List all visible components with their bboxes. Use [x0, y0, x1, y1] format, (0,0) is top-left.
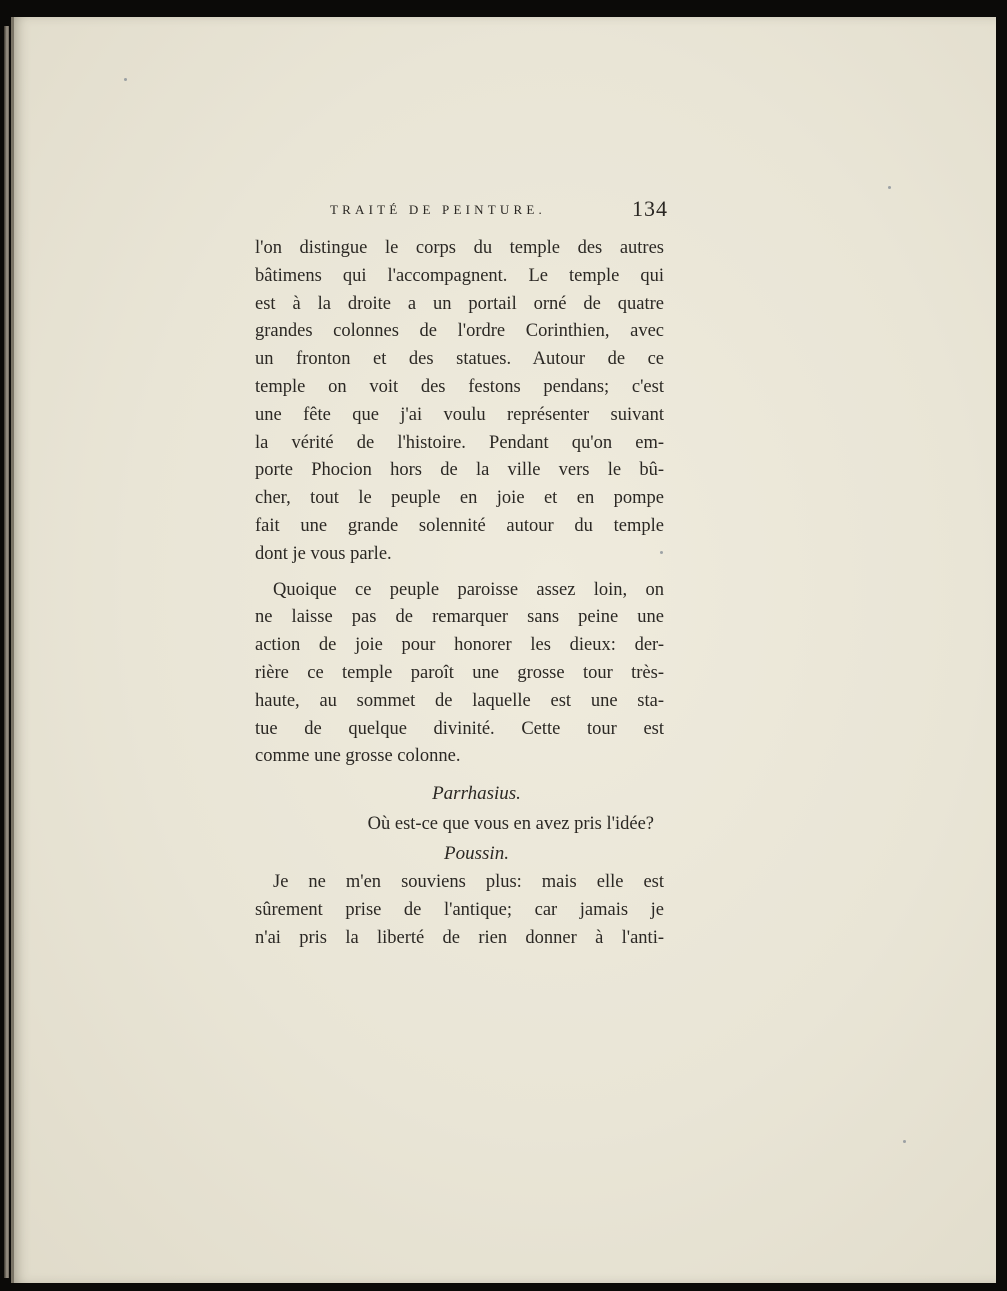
text-line: la vérité de l'histoire. Pendant qu'on em-: [255, 432, 664, 453]
text-line: ne laisse pas de remarquer sans peine une: [255, 607, 664, 628]
paragraph-gap: [255, 569, 664, 577]
running-head-title: TRAITÉ DE PEINTURE.: [330, 202, 546, 217]
speech-line: Où est-ce que vous en avez pris l'idée?: [367, 814, 654, 835]
paragraph-gap: [255, 771, 664, 779]
speaker-name: Poussin.: [444, 843, 509, 865]
paragraph: [255, 235, 664, 569]
text-line: bâtimens qui l'accompagnent. Le temple qui: [255, 265, 664, 286]
text-line: tue de quelque divinité. Cette tour est: [255, 718, 664, 739]
paper-speck: [888, 186, 891, 189]
text-line: cher, tout le peuple en joie et en pompe: [255, 488, 664, 509]
text-line: est à la droite a un portail orné de quatre: [255, 293, 664, 314]
page-number: 134: [632, 196, 668, 221]
text-line: Quoique ce peuple paroisse assez loin, on: [273, 579, 664, 600]
speech: [255, 869, 664, 952]
paragraph: [255, 577, 664, 772]
text-line: l'on distingue le corps du temple des autres: [255, 238, 664, 258]
body-text: [255, 235, 664, 953]
text-line: sûrement prise de l'antique; car jamais je: [255, 899, 664, 920]
text-line: n'ai pris la liberté de rien donner à l'anti-: [255, 927, 664, 948]
speaker-name: Parrhasius.: [432, 783, 521, 805]
text-line: comme une grosse colonne.: [255, 746, 461, 767]
paper-speck: [124, 78, 127, 81]
text-line: grandes colonnes de l'ordre Corinthien, avec: [255, 321, 664, 342]
text-line: un fronton et des statues. Autour de ce: [255, 349, 664, 370]
text-line: temple on voit des festons pendans; c'est: [255, 376, 664, 397]
page-gutter: [11, 17, 14, 1283]
paper-speck: [903, 1140, 906, 1143]
running-head: [330, 196, 668, 224]
text-line: Je ne m'en souviens plus: mais elle est: [273, 872, 664, 893]
text-line: fait une grande solennité autour du temple: [255, 515, 664, 536]
text-line: porte Phocion hors de la ville vers le bû-: [255, 460, 664, 481]
adjacent-page-edge: [4, 26, 9, 1278]
text-line: action de joie pour honorer les dieux: der-: [255, 635, 664, 656]
text-line: rière ce temple paroît une grosse tour très-: [255, 662, 664, 683]
text-line: une fête que j'ai voulu représenter suivant: [255, 404, 664, 425]
text-line: dont je vous parle.: [255, 543, 392, 564]
text-line: haute, au sommet de laquelle est une sta-: [255, 690, 664, 711]
